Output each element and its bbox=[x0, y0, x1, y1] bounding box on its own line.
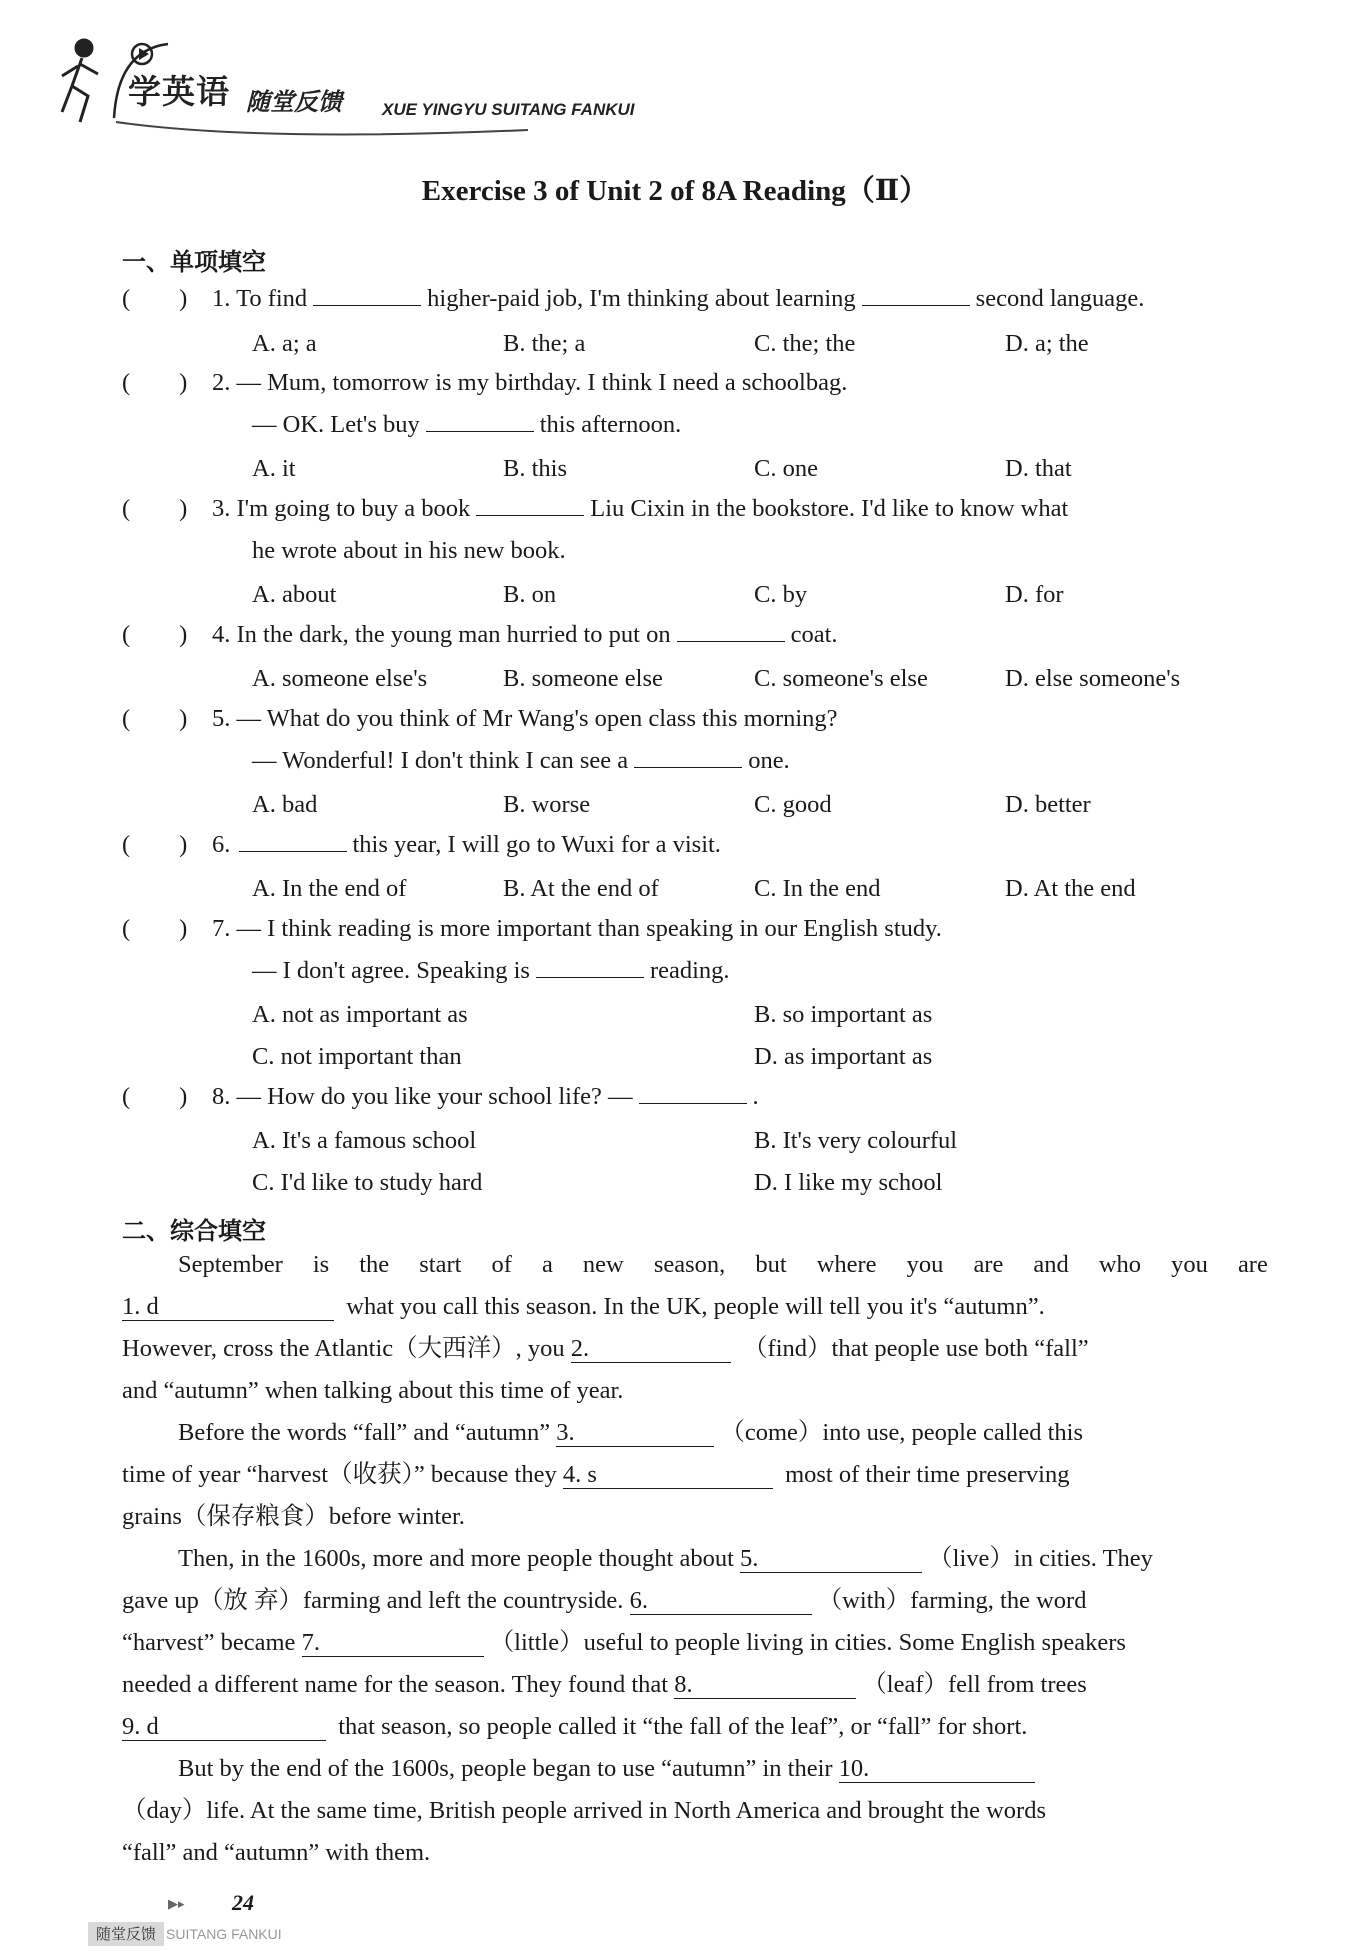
passage-line-12: 9. d that season, so people called it “the fall of the leaf”, or “fall” for short. bbox=[122, 1713, 1028, 1740]
q4-text: 4. In the dark, the young man hurried to put on coat. bbox=[212, 621, 838, 648]
q3-option-c[interactable]: C. by bbox=[754, 581, 808, 608]
q2-paren[interactable]: ( ) bbox=[122, 369, 188, 396]
q1-option-d[interactable]: D. a; the bbox=[1005, 330, 1089, 357]
blank-2[interactable]: 2. bbox=[571, 1337, 731, 1363]
q7-option-b[interactable]: B. so important as bbox=[754, 1001, 933, 1028]
passage-line-4: and “autumn” when talking about this time of year. bbox=[122, 1377, 624, 1404]
q1-paren[interactable]: ( ) bbox=[122, 285, 188, 312]
q5-line2: — Wonderful! I don't think I can see a one. bbox=[252, 747, 790, 774]
blank-1[interactable]: 1. d bbox=[122, 1295, 334, 1321]
q8-option-d[interactable]: D. I like my school bbox=[754, 1169, 943, 1196]
footer-arrows-icon: ▶▸ bbox=[168, 1896, 185, 1911]
runner-icon bbox=[62, 40, 98, 122]
q3-option-d[interactable]: D. for bbox=[1005, 581, 1064, 608]
page-number: 24 bbox=[232, 1890, 254, 1915]
blank-8[interactable]: 8. bbox=[674, 1673, 856, 1699]
q3-option-a[interactable]: A. about bbox=[252, 581, 337, 608]
passage-line-14: （day）life. At the same time, British people arrived in North America and brought the words bbox=[122, 1797, 1046, 1824]
q2-option-d[interactable]: D. that bbox=[1005, 455, 1072, 482]
passage-line-2: 1. d what you call this season. In the UK, people will tell you it's “autumn”. bbox=[122, 1293, 1045, 1320]
q2-option-b[interactable]: B. this bbox=[503, 455, 567, 482]
blank-3[interactable]: 3. bbox=[556, 1421, 714, 1447]
q6-option-d[interactable]: D. At the end bbox=[1005, 875, 1136, 902]
q4-option-b[interactable]: B. someone else bbox=[503, 665, 663, 692]
q3-line2: he wrote about in his new book. bbox=[252, 537, 566, 564]
page-title: Exercise 3 of Unit 2 of 8A Reading（Ⅱ） bbox=[421, 175, 929, 207]
q2-line2: — OK. Let's buy this afternoon. bbox=[252, 411, 682, 438]
q3-paren[interactable]: ( ) bbox=[122, 495, 188, 522]
q6-option-b[interactable]: B. At the end of bbox=[503, 875, 659, 902]
q5-option-b[interactable]: B. worse bbox=[503, 791, 591, 818]
q4-option-d[interactable]: D. else someone's bbox=[1005, 665, 1181, 692]
q4-option-c[interactable]: C. someone's else bbox=[754, 665, 928, 692]
q4-paren[interactable]: ( ) bbox=[122, 621, 188, 648]
passage-line-9: gave up（放 弃）farming and left the countryside. 6. （with）farming, the word bbox=[122, 1587, 1087, 1614]
q6-text: 6. this year, I will go to Wuxi for a visit. bbox=[212, 831, 721, 858]
q5-option-a[interactable]: A. bad bbox=[252, 791, 318, 818]
blank-10[interactable]: 10. bbox=[839, 1757, 1035, 1783]
passage-line-1: September is the start of a new season, but where you are and who you are bbox=[178, 1251, 1268, 1278]
q5-text: 5. — What do you think of Mr Wang's open class this morning? bbox=[212, 705, 838, 732]
q4-option-a[interactable]: A. someone else's bbox=[252, 665, 428, 692]
q8-text: 8. — How do you like your school life? — . bbox=[212, 1083, 759, 1110]
section1-heading: 一、单项填空 bbox=[122, 248, 266, 276]
q1-option-c[interactable]: C. the; the bbox=[754, 330, 856, 357]
footer-label-pinyin: SUITANG FANKUI bbox=[166, 1926, 282, 1942]
q1-text: 1. To find higher-paid job, I'm thinking about learning second language. bbox=[212, 285, 1145, 312]
q6-option-c[interactable]: C. In the end bbox=[754, 875, 881, 902]
q6-paren[interactable]: ( ) bbox=[122, 831, 188, 858]
passage-line-15: “fall” and “autumn” with them. bbox=[122, 1839, 431, 1866]
q5-paren[interactable]: ( ) bbox=[122, 705, 188, 732]
q6-option-a[interactable]: A. In the end of bbox=[252, 875, 407, 902]
blank-4[interactable]: 4. s bbox=[563, 1463, 773, 1489]
q2-text: 2. — Mum, tomorrow is my birthday. I think I need a schoolbag. bbox=[212, 369, 848, 396]
section2-heading: 二、综合填空 bbox=[122, 1217, 266, 1245]
q8-option-b[interactable]: B. It's very colourful bbox=[754, 1127, 958, 1154]
q7-line2: — I don't agree. Speaking is reading. bbox=[252, 957, 730, 984]
blank-6[interactable]: 6. bbox=[630, 1589, 812, 1615]
q7-paren[interactable]: ( ) bbox=[122, 915, 188, 942]
q2-option-a[interactable]: A. it bbox=[252, 455, 296, 482]
q8-option-a[interactable]: A. It's a famous school bbox=[252, 1127, 477, 1154]
q3-option-b[interactable]: B. on bbox=[503, 581, 557, 608]
blank-9[interactable]: 9. d bbox=[122, 1715, 326, 1741]
passage-line-7: grains（保存粮食）before winter. bbox=[122, 1503, 465, 1530]
q8-paren[interactable]: ( ) bbox=[122, 1083, 188, 1110]
q8-option-c[interactable]: C. I'd like to study hard bbox=[252, 1169, 483, 1196]
passage-line-11: needed a different name for the season. They found that 8. （leaf）fell from trees bbox=[122, 1671, 1087, 1698]
q3-text: 3. I'm going to buy a book Liu Cixin in the bookstore. I'd like to know what bbox=[212, 495, 1069, 522]
header-title-cn: 学英语 bbox=[128, 72, 230, 111]
passage bbox=[122, 0, 1268, 1951]
passage-line-10: “harvest” became 7. （little）useful to people living in cities. Some English speakers bbox=[122, 1629, 1126, 1656]
q1-option-b[interactable]: B. the; a bbox=[503, 330, 586, 357]
header-subtitle-cn: 随堂反馈 bbox=[246, 88, 342, 116]
q5-option-d[interactable]: D. better bbox=[1005, 791, 1091, 818]
q1-option-a[interactable]: A. a; a bbox=[252, 330, 317, 357]
passage-line-8: Then, in the 1600s, more and more people thought about 5. （live）in cities. They bbox=[178, 1545, 1153, 1572]
q7-option-a[interactable]: A. not as important as bbox=[252, 1001, 468, 1028]
q7-text: 7. — I think reading is more important than speaking in our English study. bbox=[212, 915, 942, 942]
blank-7[interactable]: 7. bbox=[302, 1631, 484, 1657]
blank-5[interactable]: 5. bbox=[740, 1547, 922, 1573]
passage-line-13: But by the end of the 1600s, people began to use “autumn” in their 10. bbox=[178, 1757, 1035, 1783]
q5-option-c[interactable]: C. good bbox=[754, 791, 832, 818]
passage-line-3: However, cross the Atlantic（大西洋）, you 2. （find）that people use both “fall” bbox=[122, 1335, 1089, 1362]
q7-option-d[interactable]: D. as important as bbox=[754, 1043, 933, 1070]
passage-line-6: time of year “harvest（收获）” because they 4. s most of their time preserving bbox=[122, 1461, 1070, 1488]
footer-label-cn: 随堂反馈 bbox=[88, 1922, 164, 1946]
header-pinyin: XUE YINGYU SUITANG FANKUI bbox=[382, 100, 635, 119]
passage-line-5: Before the words “fall” and “autumn” 3. （come）into use, people called this bbox=[178, 1419, 1084, 1446]
q2-option-c[interactable]: C. one bbox=[754, 455, 818, 482]
q7-option-c[interactable]: C. not important than bbox=[252, 1043, 462, 1070]
